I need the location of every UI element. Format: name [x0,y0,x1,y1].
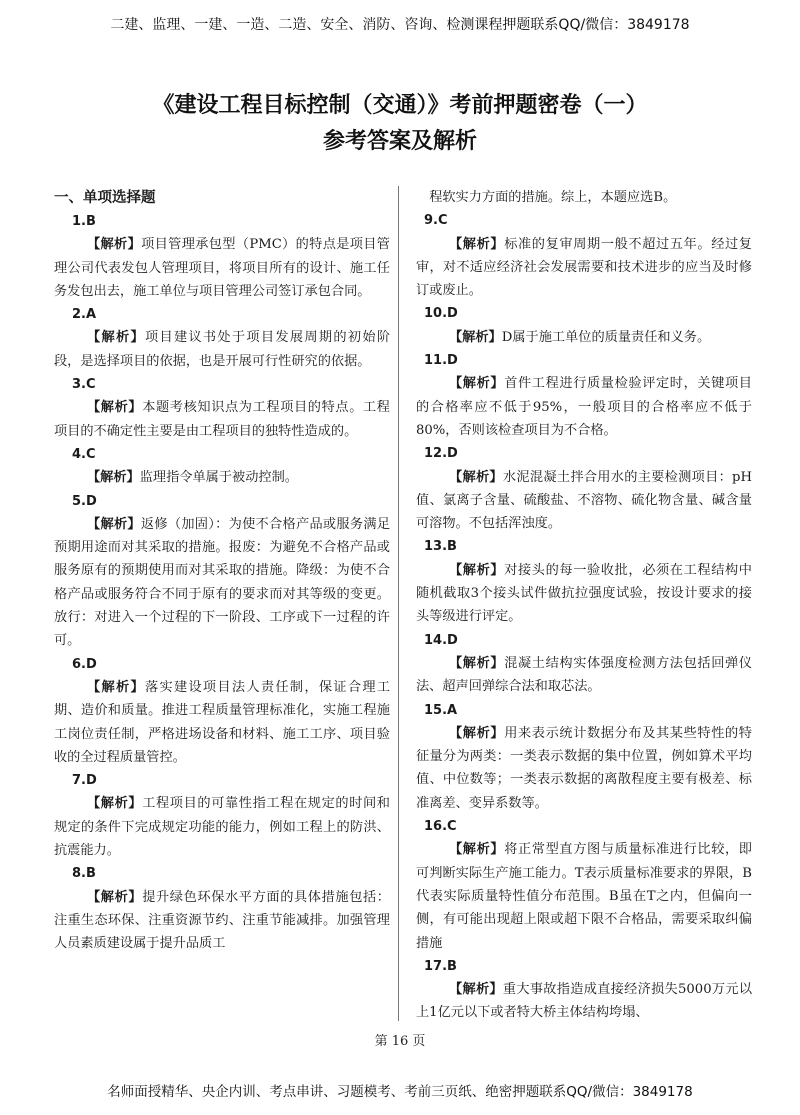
explanation-text: 用来表示统计数据分布及其某些特性的特征量分为两类：一类表示数据的集中位置，例如算术平均值、中位数等；一类表示数据的离散程度主要有极差、标准离差、变异系数等。 [416,725,752,811]
explanation-text: 标准的复审周期一般不超过五年。经过复审，对不适应经济社会发展需要和技术进步的应当及时修订或废止。 [416,236,752,299]
question-item [54,303,390,373]
answer-explanation [416,978,752,1021]
answer-explanation [416,233,752,303]
question-item [54,862,390,955]
footer-banner: 名师面授精华、央企内训、考点串讲、习题模考、考前三页纸、绝密押题联系QQ/微信：3849178 [107,1084,693,1100]
answer-explanation [416,652,752,699]
explanation-text: 水泥混凝土拌合用水的主要检测项目：pH值、氯离子含量、硫酸盐、不溶物、硫化物含量、碱含量可溶物。不包括浑浊度。 [416,469,752,532]
analysis-tag: 【解析】 [87,330,145,346]
explanation-text: 返修（加固）：为使不合格产品或服务满足预期用途而对其采取的措施。报废：为避免不合格产品或服务原有的预期使用而对其采取的措施。降级：为使不合格产品或服务符合不同于原有的要求而对其等级的变更。放行：对进入一个过程的下一阶段、工序或下一过程的许可。 [54,516,390,649]
question-number: 16.C [424,819,457,835]
question-number: 2.A [72,307,97,323]
analysis-tag: 【解析】 [449,376,505,392]
answer-explanation [54,513,390,653]
question-item [54,373,390,443]
analysis-tag: 【解析】 [449,469,503,485]
question-number: 10.D [424,306,458,322]
question-number: 7.D [72,773,97,789]
explanation-text: 将正常型直方图与质量标准进行比较，即可判断实际生产施工能力。T表示质量标准要求的界限，B代表实际质量特性值分布范围。B虽在T之内，但偏向一侧，有可能出现超上限或超下限不合格品，需要采取纠偏措施 [416,842,752,951]
analysis-tag: 【解析】 [449,562,505,578]
question-number: 6.D [72,656,97,672]
answer-explanation [416,722,752,815]
answer-explanation [54,792,390,862]
analysis-tag: 【解析】 [87,796,143,812]
right-question-list [416,209,752,1021]
question-number: 1.B [72,214,96,229]
explanation-text: 项目建议书处于项目发展周期的初始阶段，是选择项目的依据，也是开展可行性研究的依据。 [54,330,390,369]
answer-explanation [416,326,752,349]
analysis-tag: 【解析】 [449,725,505,741]
title-line-1: 《建设工程目标控制（交通）》考前押题密卷（一） [152,93,648,118]
explanation-text: 监理指令单属于被动控制。 [139,470,298,486]
analysis-tag: 【解析】 [87,679,145,695]
title-line-2: 参考答案及解析 [322,129,477,154]
question-number: 11.D [424,353,458,369]
question-item [416,209,752,302]
explanation-text: 首件工程进行质量检验评定时，关键项目的合格率应不低于95%，一般项目的合格率应不低于80%，否则该检查项目为不合格。 [416,376,752,438]
answer-explanation [54,396,390,443]
analysis-tag: 【解析】 [449,329,502,345]
explanation-text: 提升绿色环保水平方面的具体措施包括：注重生态环保、注重资源节约、注重节能减排。加强管理人员素质建设属于提升品质工 [54,889,390,952]
explanation-text: 重大事故指造成直接经济损失5000万元以上1亿元以下或者特大桥主体结构垮塌、 [416,982,752,1021]
question-number: 3.C [72,377,96,393]
left-column [54,186,390,1021]
header-banner: 二建、监理、一建、一造、二造、安全、消防、咨询、检测课程押题联系QQ/微信：3849178 [110,17,690,33]
question-item [54,490,390,653]
question-number: 13.B [424,539,457,555]
analysis-tag: 【解析】 [449,982,503,998]
left-question-list [54,210,390,956]
explanation-text: 项目管理承包型（PMC）的特点是项目管理公司代表发包人管理项目，将项目所有的设计、施工任务发包出去，施工单位与项目管理公司签订承包合同。 [54,237,390,299]
question-number: 12.D [424,446,458,462]
analysis-tag: 【解析】 [87,400,143,416]
question-number: 8.B [72,866,96,882]
question-number: 17.B [424,958,457,974]
analysis-tag: 【解析】 [87,889,143,905]
question-item [416,629,752,699]
question-number: 9.C [424,213,448,229]
answer-explanation [416,466,752,536]
question-item [54,443,390,490]
question-item [416,535,752,628]
explanation-text: 本题考核知识点为工程项目的特点。工程项目的不确定性主要是由工程项目的独特性造成的。 [54,400,390,439]
analysis-tag: 【解析】 [449,236,505,252]
answer-explanation [54,886,390,956]
answer-explanation [416,372,752,442]
analysis-tag: 【解析】 [449,655,505,671]
explanation-text: 落实建设项目法人责任制，保证合理工期、造价和质量。推进工程质量管理标准化，实施工程施工岗位责任制，严格进场设备和材料、施工工序、项目验收的全过程质量管控。 [54,679,390,765]
document-title [0,88,800,160]
question-item [54,210,390,303]
analysis-tag: 【解析】 [87,516,141,532]
question-item [416,699,752,815]
analysis-tag: 【解析】 [87,237,142,253]
explanation-text: 工程项目的可靠性指工程在规定的时间和规定的条件下完成规定功能的能力，例如工程上的防洪、抗震能力。 [54,796,390,859]
page-number: 第 16 页 [374,1034,426,1049]
column-divider [398,186,399,1021]
explanation-text: D属于施工单位的质量责任和义务。 [501,329,711,345]
question-item [416,442,752,535]
answer-explanation [54,326,390,373]
analysis-tag: 【解析】 [449,842,505,858]
answer-explanation [54,233,390,303]
continuation-text: 程软实力方面的措施。综上，本题应选B。 [429,190,677,205]
question-number: 4.C [72,446,96,462]
question-item [416,349,752,442]
question-item [416,955,752,1021]
question-number: 15.A [424,702,458,718]
explanation-text: 混凝土结构实体强度检测方法包括回弹仪法、超声回弹综合法和取芯法。 [416,655,752,695]
section-heading: 一、单项选择题 [54,190,156,206]
question-item [416,302,752,349]
question-number: 5.D [72,493,97,509]
answer-explanation [416,559,752,629]
right-column [416,186,752,1021]
question-item [416,815,752,955]
question-item [54,653,390,769]
answer-explanation [54,466,390,489]
question-item [54,769,390,862]
answer-explanation [416,838,752,954]
analysis-tag: 【解析】 [87,470,140,486]
answer-explanation [54,676,390,769]
question-number: 14.D [424,632,458,648]
explanation-text: 对接头的每一验收批，必须在工程结构中随机截取3个接头试件做抗拉强度试验，按设计要求的接头等级进行评定。 [416,562,752,625]
